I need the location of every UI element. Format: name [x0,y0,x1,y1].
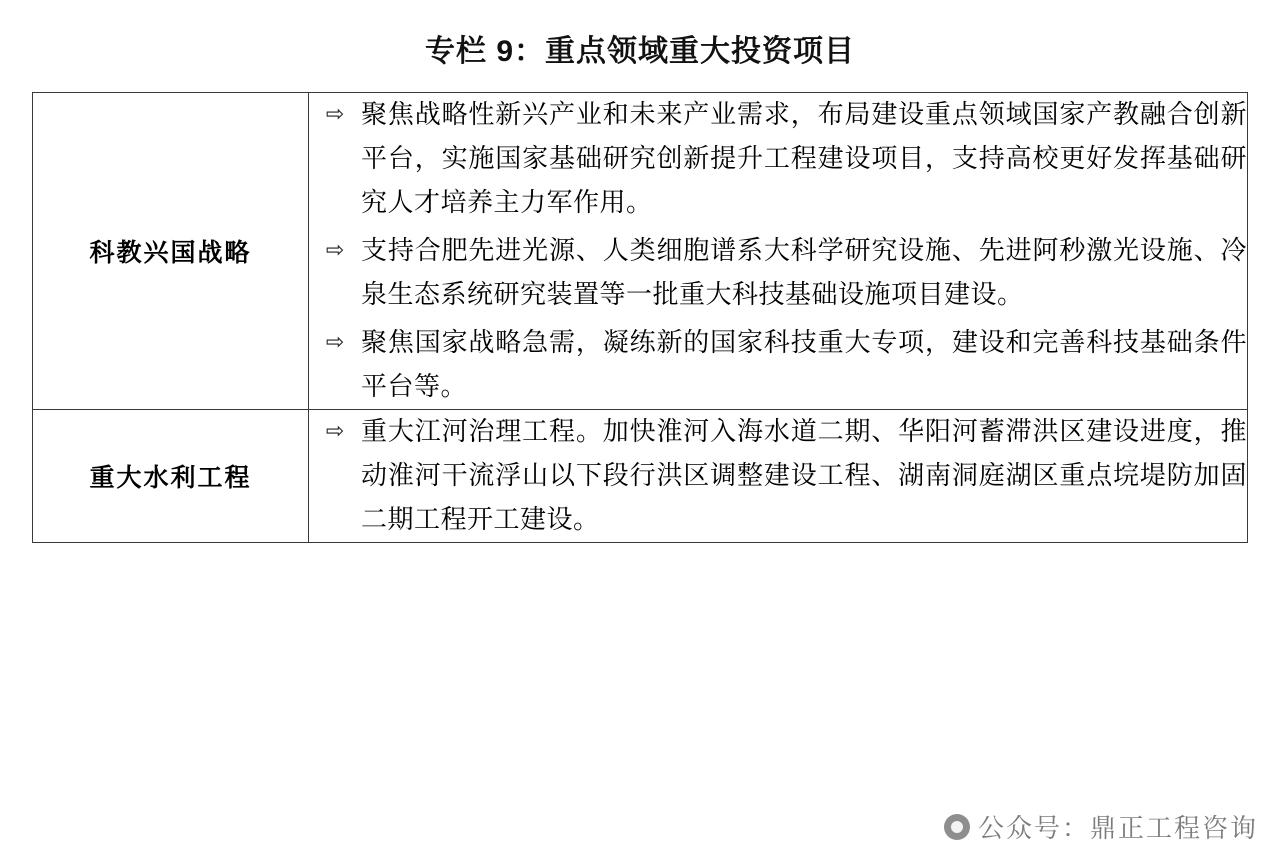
watermark-text: 公众号：鼎正工程咨询 [977,813,1258,843]
arrow-bullet-icon: ⇨ [325,330,345,355]
table-row [33,410,1248,543]
arrow-bullet-icon: ⇨ [325,102,345,127]
item-text: 重大江河治理工程。加快淮河入海水道二期、华阳河蓄滞洪区建设进度，推动淮河干流浮山以下段行洪区调整建设工程、湖南洞庭湖区重点垸堤防加固二期工程开工建设。 [361,417,1247,534]
investment-projects-table [32,92,1248,543]
item-list [309,93,1247,409]
arrow-bullet-icon: ⇨ [325,419,345,444]
items-cell [309,93,1248,410]
arrow-bullet-icon: ⇨ [325,238,345,263]
list-item [309,229,1247,317]
watermark-logo-icon [944,814,970,840]
item-text: 聚焦国家战略急需，凝练新的国家科技重大专项，建设和完善科技基础条件平台等。 [361,328,1247,401]
list-item [309,321,1247,409]
item-list [309,410,1247,542]
item-text: 支持合肥先进光源、人类细胞谱系大科学研究设施、先进阿秒激光设施、冷泉生态系统研究装置等一批重大科技基础设施项目建设。 [361,236,1247,309]
list-item [309,93,1247,225]
page-title: 专栏 9：重点领域重大投资项目 [424,35,856,68]
category-cell: 重大水利工程 [33,410,309,543]
category-cell: 科教兴国战略 [33,93,309,410]
watermark [944,808,1258,845]
items-cell [309,410,1248,543]
list-item [309,410,1247,542]
table-row [33,93,1248,410]
item-text: 聚焦战略性新兴产业和未来产业需求，布局建设重点领域国家产教融合创新平台，实施国家基础研究创新提升工程建设项目，支持高校更好发挥基础研究人才培养主力军作用。 [361,100,1247,217]
